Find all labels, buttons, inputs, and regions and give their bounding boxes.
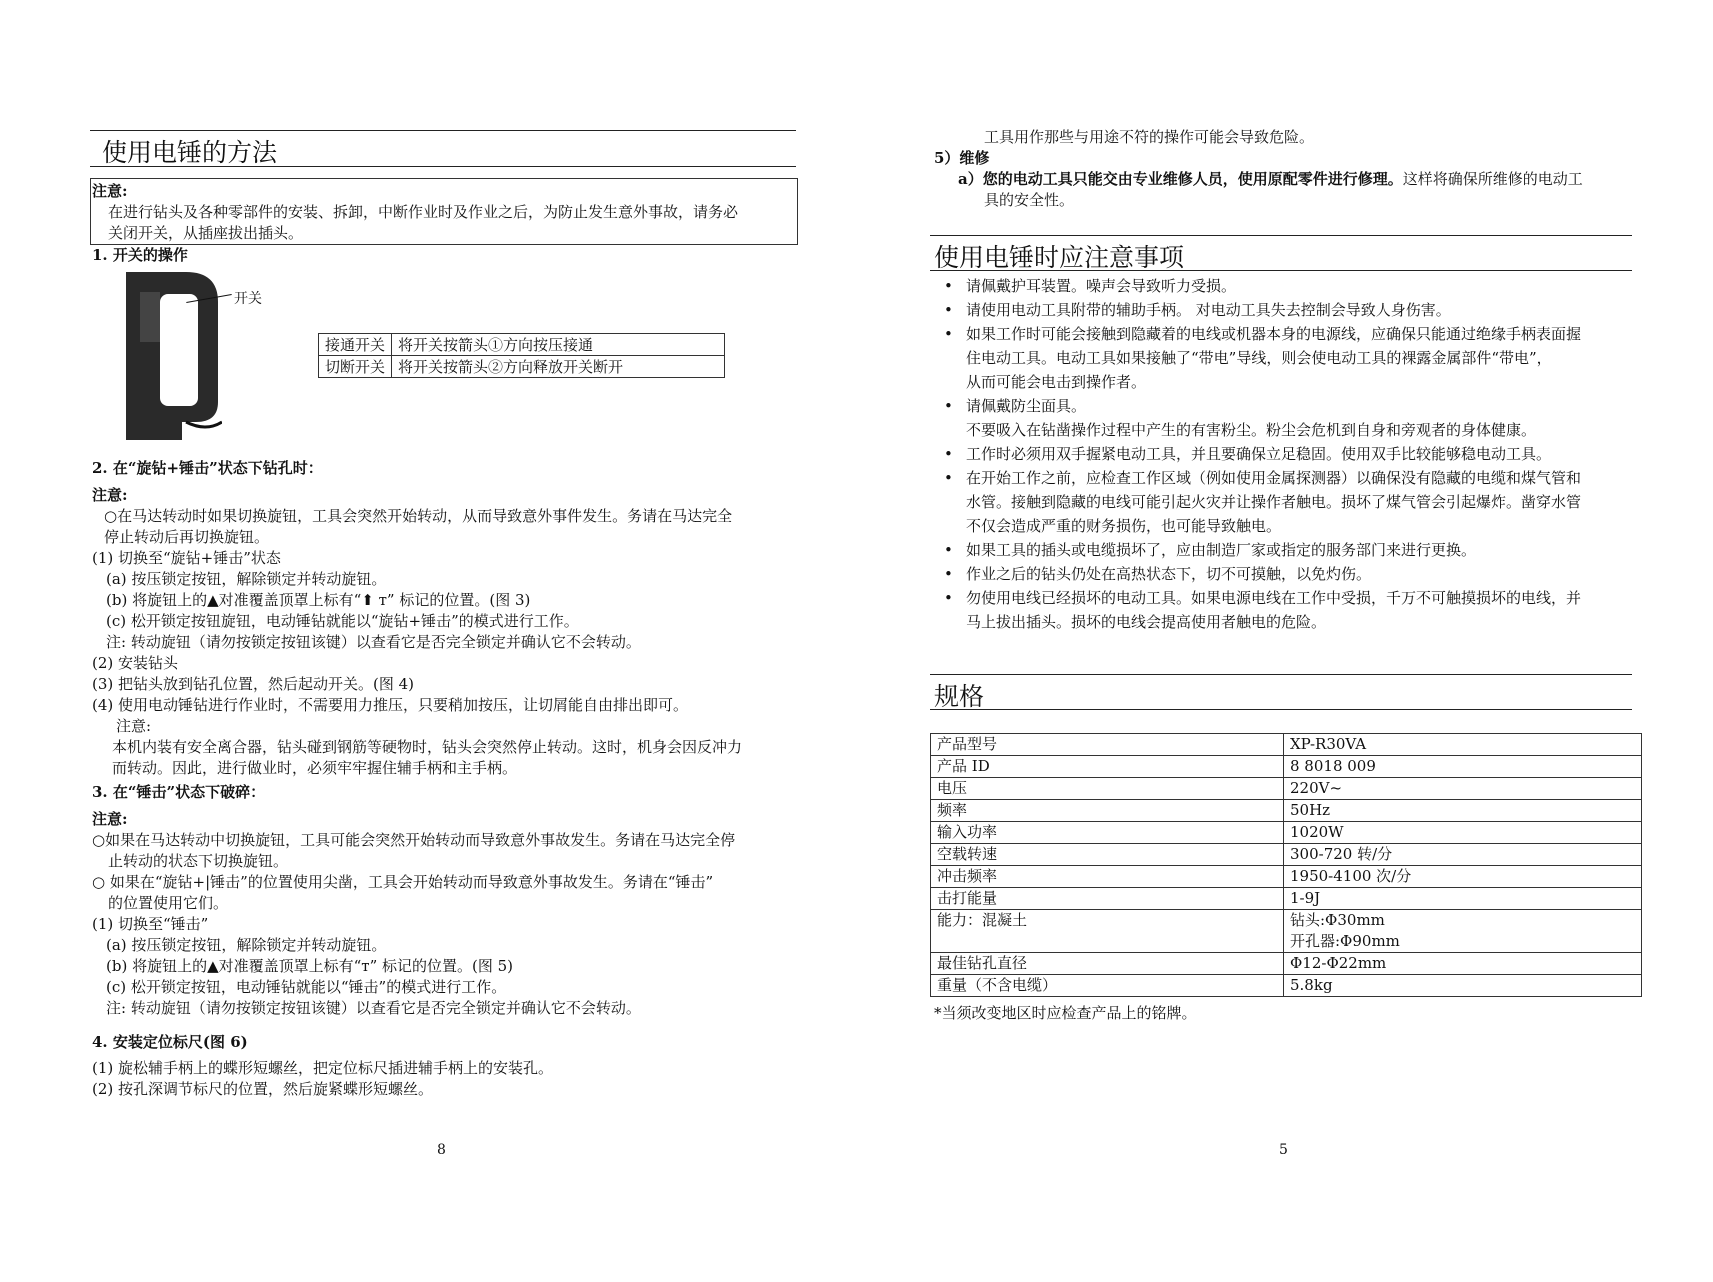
bullet-item: • 请佩戴防尘面具。 xyxy=(966,395,1086,417)
text-line: (a) 按压锁定按钮，解除锁定并转动旋钮。 xyxy=(106,936,387,954)
note-label: 注意: xyxy=(92,486,128,504)
table-cell: 1020W xyxy=(1284,822,1642,844)
table-cell: 300-720 转/分 xyxy=(1284,844,1642,866)
title-rule-top xyxy=(930,235,1632,236)
table-cell: 冲击频率 xyxy=(931,866,1284,888)
footnote: *当须改变地区时应检查产品上的铭牌。 xyxy=(934,1004,1197,1022)
section-title: 使用电锤时应注意事项 xyxy=(934,243,1185,272)
bullet-item: • 如果工作时可能会接触到隐藏着的电线或机器本身的电源线，应确保只能通过绝缘手柄表面握 xyxy=(966,323,1581,345)
text-line: 住电动工具。电动工具如果接触了“带电”导线，则会使电动工具的裸露金属部件“带电”， xyxy=(966,349,1552,367)
bullet-item: • 请佩戴护耳装置。噪声会导致听力受损。 xyxy=(966,275,1236,297)
arrow-mark-2: ② xyxy=(168,314,180,329)
text-line: ○在马达转动时如果切换旋钮，工具会突然开始转动，从而导致意外事件发生。务请在马达完全 xyxy=(104,507,733,525)
text-line: (2) 安装钻头 xyxy=(92,654,179,672)
table-row xyxy=(931,888,1642,910)
text-line: 工具用作那些与用途不符的操作可能会导致危险。 xyxy=(984,128,1315,146)
bullet-item: • 作业之后的钻头仍处在高热状态下，切不可摸触，以免灼伤。 xyxy=(966,563,1371,585)
text-line: (c) 松开锁定按钮旋钮，电动锤钻就能以“旋钻+锤击”的模式进行工作。 xyxy=(106,612,579,630)
arrow-mark-1: ① xyxy=(168,300,180,315)
text-line: ○如果在马达转动中切换旋钮，工具可能会突然开始转动而导致意外事故发生。务请在马达完全停 xyxy=(92,831,736,849)
bullet-item: • 勿使用电线已经损坏的电动工具。如果电源电线在工作中受损，千万不可触摸损坏的电线，并 xyxy=(966,587,1581,609)
text-line: 水管。接触到隐藏的电线可能引起火灾并让操作者触电。损坏了煤气管会引起爆炸。凿穿水管 xyxy=(966,493,1582,511)
text-line: 从而可能会电击到操作者。 xyxy=(966,373,1147,391)
text-line: (1) 切换至“旋钻+锤击”状态 xyxy=(92,549,281,567)
text-line: 本机内装有安全离合器，钻头碰到钢筋等硬物时，钻头会突然停止转动。这时，机身会因反冲力 xyxy=(112,738,743,756)
section-title: 规格 xyxy=(934,682,985,711)
text-line: (1) 切换至“锤击” xyxy=(92,915,209,933)
text-line: 马上拔出插头。损坏的电线会提高使用者触电的危险。 xyxy=(966,613,1327,631)
page-title: 使用电锤的方法 xyxy=(102,138,278,167)
bullet-item: • 请使用电动工具附带的辅助手柄。 对电动工具失去控制会导致人身伤害。 xyxy=(966,299,1451,321)
notice-line: 在进行钻头及各种零部件的安装、拆卸，中断作业时及作业之后，为防止发生意外事故，请务必 xyxy=(108,203,739,221)
table-cell: 频率 xyxy=(931,800,1284,822)
switch-label: 开关 xyxy=(234,291,262,307)
table-row xyxy=(931,778,1642,800)
table-cell: 8 8018 009 xyxy=(1284,756,1642,778)
maintenance-text: 这样将确保所维修的电动工 xyxy=(1402,170,1583,188)
text-line: 止转动的状态下切换旋钮。 xyxy=(108,852,289,870)
text-line: 注: 转动旋钮（请勿按锁定按钮该键）以查看它是否完全锁定并确认它不会转动。 xyxy=(106,633,641,651)
table-row xyxy=(931,734,1642,756)
text-line: (c) 松开锁定按钮，电动锤钻就能以“锤击”的模式进行工作。 xyxy=(106,978,507,996)
text-line: 具的安全性。 xyxy=(984,191,1075,209)
text-line: (b) 将旋钮上的▲对准覆盖顶罩上标有“ᴛ” 标记的位置。(图 5) xyxy=(106,957,514,975)
text-line: 停止转动后再切换旋钮。 xyxy=(104,528,270,546)
table-cell: 空载转速 xyxy=(931,844,1284,866)
section-heading: 1. 开关的操作 xyxy=(92,246,188,264)
note-label: 注意: xyxy=(92,810,128,828)
table-row xyxy=(931,844,1642,866)
table-row xyxy=(931,910,1642,953)
table-cell: 输入功率 xyxy=(931,822,1284,844)
text-line: 而转动。因此，进行做业时，必须牢牢握住辅手柄和主手柄。 xyxy=(112,759,518,777)
bullet-item: • 在开始工作之前，应检查工作区域（例如使用金属探测器）以确保没有隐藏的电缆和煤气管和 xyxy=(966,467,1581,489)
page-number: 8 xyxy=(437,1142,446,1158)
table-cell: 击打能量 xyxy=(931,888,1284,910)
text-line: 注: 转动旋钮（请勿按锁定按钮该键）以查看它是否完全锁定并确认它不会转动。 xyxy=(106,999,641,1017)
table-cell: 钻头:Φ30mm 开孔器:Φ90mm xyxy=(1284,910,1642,953)
spec-table xyxy=(930,733,1642,997)
title-rule-top xyxy=(930,674,1632,675)
table-row xyxy=(319,356,725,378)
page-number: 5 xyxy=(1279,1142,1288,1158)
notice-label: 注意: xyxy=(92,182,128,200)
table-cell: 能力：混凝土 xyxy=(931,910,1284,953)
bullet-item: • 工作时必须用双手握紧电动工具，并且要确保立足稳固。使用双手比较能够稳电动工具。 xyxy=(966,443,1551,465)
bullet-item: • 如果工具的插头或电缆损坏了，应由制造厂家或指定的服务部门来进行更换。 xyxy=(966,539,1476,561)
table-cell: 切断开关 xyxy=(319,356,392,378)
text-line: 的位置使用它们。 xyxy=(108,894,229,912)
table-cell: 产品型号 xyxy=(931,734,1284,756)
table-row xyxy=(931,953,1642,975)
table-cell: 电压 xyxy=(931,778,1284,800)
text-line: (3) 把钻头放到钻孔位置，然后起动开关。(图 4) xyxy=(92,675,415,693)
title-rule-bottom xyxy=(930,709,1632,710)
table-row xyxy=(319,334,725,356)
text-line: (4) 使用电动锤钻进行作业时，不需要用力推压，只要稍加按压，让切屑能自由排出即可。 xyxy=(92,696,689,714)
table-row xyxy=(931,866,1642,888)
table-cell: 50Hz xyxy=(1284,800,1642,822)
table-row xyxy=(931,756,1642,778)
table-cell: 220V~ xyxy=(1284,778,1642,800)
table-cell: 最佳钻孔直径 xyxy=(931,953,1284,975)
notice-line: 关闭开关，从插座拔出插头。 xyxy=(108,224,304,242)
table-cell: XP-R30VA xyxy=(1284,734,1642,756)
section-heading: 3. 在“锤击”状态下破碎： xyxy=(92,783,266,801)
text-line xyxy=(958,168,1583,190)
text-line: (2) 按孔深调节标尺的位置，然后旋紧蝶形短螺丝。 xyxy=(92,1080,434,1098)
section-heading: 2. 在“旋钻+锤击”状态下钻孔时： xyxy=(92,459,323,477)
table-row xyxy=(931,975,1642,997)
table-row xyxy=(931,800,1642,822)
table-cell: 重量（不含电缆） xyxy=(931,975,1284,997)
table-cell: 将开关按箭头①方向按压接通 xyxy=(392,334,725,356)
table-row xyxy=(931,822,1642,844)
text-line: (a) 按压锁定按钮，解除锁定并转动旋钮。 xyxy=(106,570,387,588)
table-cell: 接通开关 xyxy=(319,334,392,356)
table-cell: 1950-4100 次/分 xyxy=(1284,866,1642,888)
text-line: 注意: xyxy=(116,717,152,735)
maintenance-bold-text: a）您的电动工具只能交由专业维修人员，使用原配零件进行修理。 xyxy=(958,170,1403,188)
left-page xyxy=(0,0,856,1282)
table-cell: 1-9J xyxy=(1284,888,1642,910)
title-rule-bottom xyxy=(90,166,796,167)
text-line: 不仅会造成严重的财务损伤，也可能导致触电。 xyxy=(966,517,1282,535)
table-cell: 5.8kg xyxy=(1284,975,1642,997)
title-rule-top xyxy=(90,130,796,131)
section-heading: 4. 安装定位标尺(图 6) xyxy=(92,1033,248,1051)
text-line: ○ 如果在“旋钻+|锤击”的位置使用尖凿，工具会开始转动而导致意外事故发生。务请在“锤击” xyxy=(92,873,714,891)
section-heading: 5）维修 xyxy=(934,149,990,167)
text-line: 不要吸入在钻凿操作过程中产生的有害粉尘。粉尘会危机到自身和旁观者的身体健康。 xyxy=(966,421,1537,439)
text-line: (b) 将旋钮上的▲对准覆盖顶罩上标有“⬆ ᴛ” 标记的位置。(图 3) xyxy=(106,591,531,609)
text-line: (1) 旋松辅手柄上的蝶形短螺丝，把定位标尺插进辅手柄上的安装孔。 xyxy=(92,1059,554,1077)
switch-table xyxy=(318,333,725,378)
table-cell: 产品 ID xyxy=(931,756,1284,778)
title-rule-bottom xyxy=(930,270,1632,271)
table-cell: Φ12-Φ22mm xyxy=(1284,953,1642,975)
table-cell: 将开关按箭头②方向释放开关断开 xyxy=(392,356,725,378)
